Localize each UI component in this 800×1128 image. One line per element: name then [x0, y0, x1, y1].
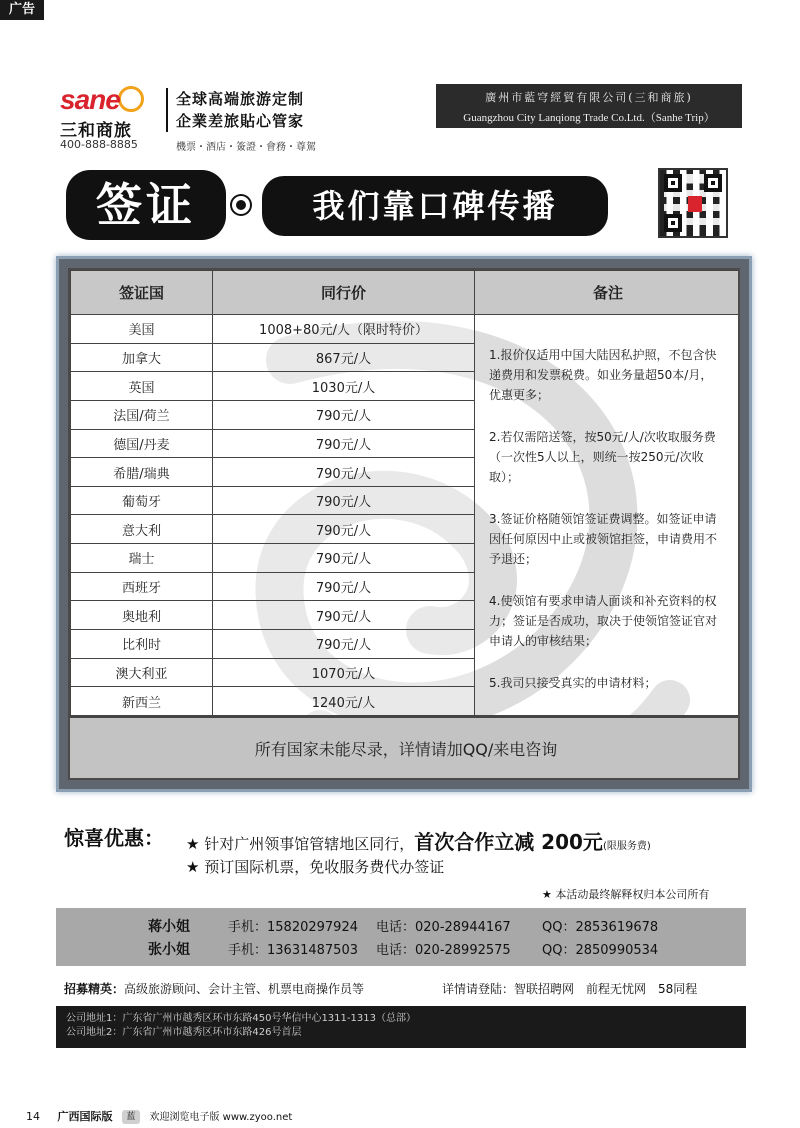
- promo-discount-note: (限服务费): [602, 841, 651, 852]
- note-item: 1.报价仅适用中国大陆因私护照，不包含快递费用和发票税费。如业务量超50本/月，优惠更多；: [489, 348, 717, 402]
- note-item: 4.使领馆有要求申请人面谈和补充资料的权力；签证是否成功，取决于使领馆签证官对申请人的审核结果；: [489, 594, 718, 648]
- contact-row: [56, 916, 746, 938]
- logo-brand-cn: 三和商旅: [60, 121, 132, 141]
- price-cell: 790元/人: [213, 486, 475, 515]
- recruit-sites: 详情请登陆：智联招聘网 前程无忧网 58同程: [442, 982, 698, 996]
- visa-price-table: [70, 270, 740, 716]
- price-cell: 790元/人: [213, 458, 475, 487]
- ad-tag: 广告: [0, 0, 44, 20]
- page-number: 14: [26, 1110, 40, 1123]
- recruit-label: 招募精英：: [64, 982, 125, 996]
- promo-line-1: [186, 826, 651, 855]
- visa-price-panel: [68, 268, 740, 780]
- country-cell: 希腊/瑞典: [71, 458, 213, 487]
- page-footer: [26, 1108, 292, 1124]
- title-dot-icon: [232, 196, 250, 214]
- services-list: 機票・酒店・簽證・會務・尊駕: [176, 142, 316, 153]
- promo-rights-note: ★ 本活动最终解释权归本公司所有: [542, 888, 710, 901]
- price-cell: 1240元/人: [213, 687, 475, 716]
- country-cell: 奥地利: [71, 601, 213, 630]
- country-cell: 加拿大: [71, 343, 213, 372]
- brand-logo: [60, 84, 164, 150]
- logo-brand-en: sane: [60, 84, 120, 115]
- slogan-divider: [166, 88, 168, 132]
- note-item: 2.若仅需陪送签，按50元/人/次收取服务费（一次性5人以上，则统一按250元/次收取）；: [489, 430, 716, 484]
- recruit-line: [64, 980, 364, 997]
- promo-line-2: ★ 预订国际机票，免收服务费代办签证: [186, 858, 445, 876]
- price-cell: 790元/人: [213, 544, 475, 573]
- table-row: [71, 315, 741, 344]
- contact-phone[interactable]: 电话：020-28944167: [376, 920, 511, 935]
- contact-qq[interactable]: QQ：2850990534: [542, 943, 659, 958]
- note-item: 5.我司只接受真实的申请材料；: [489, 676, 657, 690]
- qr-center-logo-icon: [688, 196, 702, 212]
- country-cell: 英国: [71, 372, 213, 401]
- contacts-panel: [56, 908, 746, 966]
- contact-mobile[interactable]: 手机：13631487503: [228, 943, 358, 958]
- edition-name: 广西国际版: [57, 1110, 113, 1123]
- table-footer-note: 所有国家未能尽录，详情请加QQ/来电咨询: [70, 716, 740, 780]
- slogan-line2: 企業差旅貼心管家: [176, 112, 305, 130]
- contact-row: [56, 939, 746, 961]
- company-name-cn: 廣州市藍穹經貿有限公司(三和商旅): [485, 91, 693, 104]
- address-line-2: 公司地址2：广东省广州市越秀区环市东路426号首层: [66, 1027, 302, 1038]
- price-cell: 1070元/人: [213, 658, 475, 687]
- company-banner: [436, 84, 742, 128]
- logo-ring-icon: [118, 86, 144, 112]
- slogan: [176, 88, 304, 132]
- edition-badge-text: 蓝: [126, 1112, 136, 1122]
- header-remarks: 备注: [475, 271, 741, 315]
- country-cell: 美国: [71, 315, 213, 344]
- price-cell: 790元/人: [213, 429, 475, 458]
- country-cell: 意大利: [71, 515, 213, 544]
- country-cell: 德国/丹麦: [71, 429, 213, 458]
- contact-name: 蒋小姐: [148, 919, 190, 935]
- promo-line-1-prefix: ★ 针对广州领事馆管辖地区同行，: [186, 835, 415, 853]
- company-name-en: Guangzhou City Lanqiong Trade Co.Ltd.（Sanhe Trip）: [463, 112, 715, 124]
- price-cell: 790元/人: [213, 400, 475, 429]
- country-cell: 澳大利亚: [71, 658, 213, 687]
- contact-name: 张小姐: [148, 942, 190, 958]
- logo-phone: 400-888-8885: [60, 138, 138, 151]
- visa-price-frame: [56, 256, 752, 792]
- country-cell: 葡萄牙: [71, 486, 213, 515]
- price-cell: 790元/人: [213, 601, 475, 630]
- country-cell: 瑞士: [71, 544, 213, 573]
- qr-code-icon[interactable]: [658, 168, 728, 238]
- edition-badge-icon: [122, 1110, 140, 1124]
- price-cell: 790元/人: [213, 630, 475, 659]
- country-cell: 比利时: [71, 630, 213, 659]
- address-line-1: 公司地址1：广东省广州市越秀区环市东路450号华信中心1311-1313（总部）: [66, 1013, 416, 1024]
- title-visa: 签证: [66, 170, 226, 240]
- country-cell: 西班牙: [71, 572, 213, 601]
- country-cell: 新西兰: [71, 687, 213, 716]
- promo-discount: 首次合作立减 200元: [414, 830, 603, 854]
- website-link[interactable]: 欢迎浏览电子版 www.zyoo.net: [149, 1112, 293, 1123]
- contact-mobile[interactable]: 手机：15820297924: [228, 920, 358, 935]
- contact-phone[interactable]: 电话：020-28992575: [376, 943, 511, 958]
- price-cell: 790元/人: [213, 572, 475, 601]
- slogan-line1: 全球高端旅游定制: [176, 90, 305, 108]
- remarks-cell: [475, 315, 741, 716]
- header-country: 签证国: [71, 271, 213, 315]
- contact-qq[interactable]: QQ：2853619678: [542, 920, 659, 935]
- price-cell: 867元/人: [213, 343, 475, 372]
- address-bar: [56, 1006, 746, 1048]
- country-cell: 法国/荷兰: [71, 400, 213, 429]
- price-cell: 1030元/人: [213, 372, 475, 401]
- promo-label: 惊喜优惠：: [64, 826, 164, 850]
- note-item: 3.签证价格随领馆签证费调整。如签证申请因任何原因中止或被领馆拒签，申请费用不予退还；: [489, 512, 718, 566]
- recruit-positions: 高级旅游顾问、会计主管、机票电商操作员等: [124, 982, 365, 996]
- price-cell: 1008+80元/人（限时特价）: [213, 315, 475, 344]
- header-price: 同行价: [213, 271, 475, 315]
- title-slogan: 我们靠口碑传播: [262, 176, 608, 236]
- price-cell: 790元/人: [213, 515, 475, 544]
